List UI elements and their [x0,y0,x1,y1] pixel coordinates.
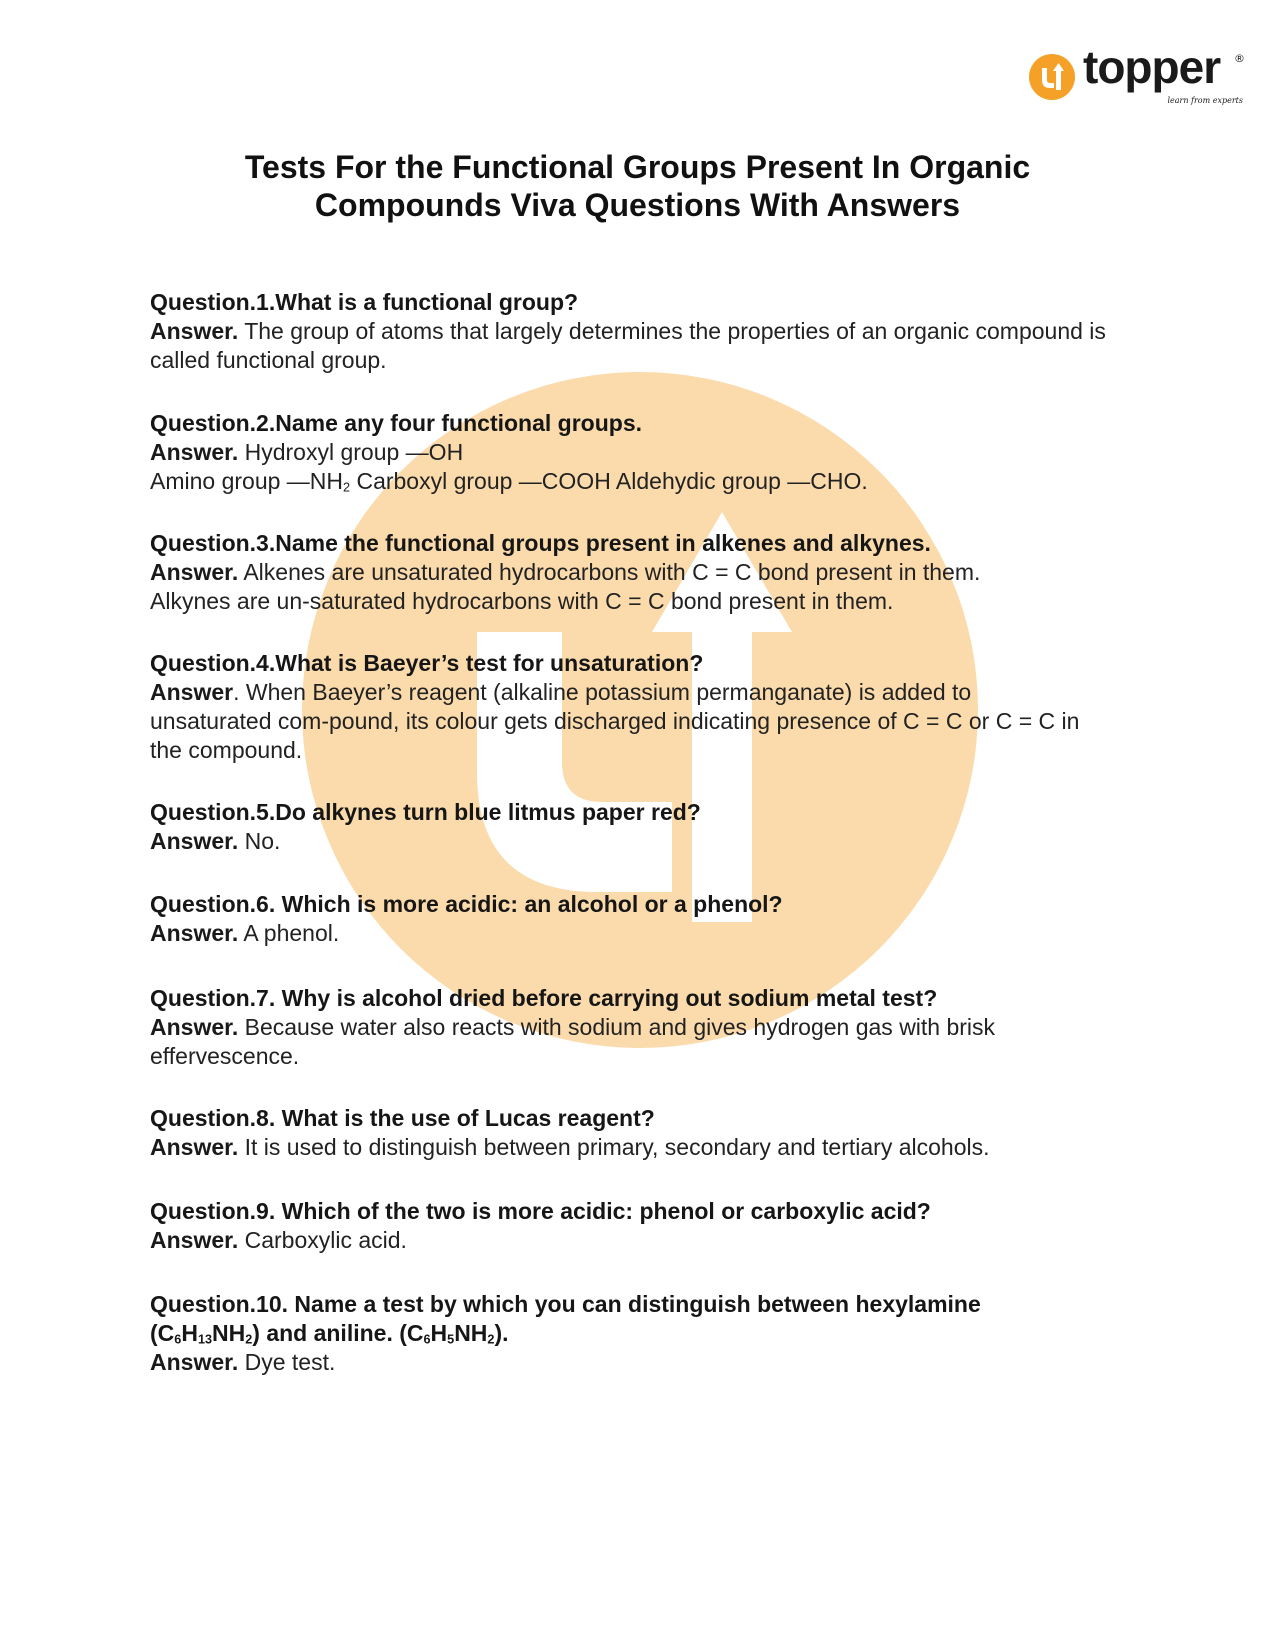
answer-3-line-2: Alkynes are un-saturated hydrocarbons with C = C bond present in them. [150,588,894,614]
answer-3 [150,558,980,587]
question-text: ). [494,1320,509,1346]
answer-label: Answer. [150,920,239,946]
answer-label: Answer [150,679,234,705]
qa-item-2 [150,409,868,496]
answer-6 [150,919,783,948]
question-text: ) and aniline. (C [252,1320,424,1346]
subscript: 2 [487,1332,495,1347]
question-9: Question.9. Which of the two is more acidic: phenol or carboxylic acid? [150,1198,931,1224]
answer-2 [150,438,868,467]
answer-text: Carboxyl group —COOH Aldehydic group —CHO. [350,468,868,494]
title-line-1: Tests For the Functional Groups Present In Organic [244,149,1031,185]
answer-text: Carboxylic acid. [244,1227,407,1253]
brand-name: topper [1083,41,1221,93]
answer-text: No. [244,828,281,854]
answer-label: Answer. [150,1227,239,1253]
subscript: 2 [245,1332,253,1347]
answer-9 [150,1226,931,1255]
question-2: Question.2.Name any four functional groups. [150,410,642,436]
question-text: NH [212,1320,246,1346]
qa-item-5 [150,798,701,856]
question-text: H [430,1320,448,1346]
subscript: 13 [197,1332,212,1347]
question-8: Question.8. What is the use of Lucas reagent? [150,1105,655,1131]
answer-text: Dye test. [244,1349,336,1375]
answer-text: Hydroxyl group —OH [244,439,464,465]
answer-2-line-2 [150,467,868,496]
answer-4 [150,678,1085,765]
question-3: Question.3.Name the functional groups present in alkenes and alkynes. [150,530,931,556]
topper-logo-icon [1029,54,1075,100]
answer-label: Answer. [150,559,239,585]
qa-item-3 [150,529,980,616]
title-line-2: Compounds Viva Questions With Answers [314,187,961,223]
qa-item-1 [150,288,1110,375]
qa-item-9 [150,1197,931,1255]
answer-text: . When Baeyer’s reagent (alkaline potassium permanganate) is added to unsaturated com-pound, its colour gets discharged indicating presence of C = C or C = C in the compound. [150,679,1080,763]
question-6: Question.6. Which is more acidic: an alcohol or a phenol? [150,891,783,917]
answer-8 [150,1133,990,1162]
answer-text: It is used to distinguish between primary, secondary and tertiary alcohols. [244,1134,990,1160]
answer-5 [150,827,701,856]
answer-text: Alkenes are unsaturated hydrocarbons with C = C bond present in them. [243,559,981,585]
qa-item-10 [150,1290,1050,1377]
subscript: 6 [423,1332,431,1347]
answer-text: A phenol. [243,920,340,946]
page-title [150,148,1125,224]
question-5: Question.5.Do alkynes turn blue litmus paper red? [150,799,701,825]
answer-10 [150,1348,1050,1377]
brand-tagline: learn from experts [1167,96,1243,105]
answer-label: Answer. [150,1014,239,1040]
question-1: Question.1.What is a functional group? [150,289,579,315]
registered-mark: ® [1234,52,1245,65]
question-text: H [181,1320,198,1346]
question-text: Question.10. Name a test by which you can distinguish between hexylamine (C [150,1291,981,1346]
answer-text: Amino group —NH [150,468,344,494]
answer-1 [150,317,1110,375]
subscript: 2 [343,480,351,495]
question-4: Question.4.What is Baeyer’s test for unsaturation? [150,650,704,676]
answer-label: Answer. [150,439,239,465]
answer-label: Answer. [150,318,239,344]
qa-item-6 [150,890,783,948]
qa-item-7 [150,984,1050,1071]
question-10 [150,1290,1050,1348]
topper-logo[interactable] [1029,41,1247,112]
subscript: 5 [447,1332,455,1347]
answer-7 [150,1013,1050,1071]
answer-label: Answer. [150,828,239,854]
subscript: 6 [174,1332,182,1347]
qa-item-4 [150,649,1085,765]
answer-label: Answer. [150,1349,239,1375]
question-text: NH [454,1320,488,1346]
qa-item-8 [150,1104,990,1162]
answer-text: Because water also reacts with sodium and gives hydrogen gas with brisk effervescence. [150,1014,996,1069]
answer-text: The group of atoms that largely determines the properties of an organic compound is called functional group. [150,318,1106,373]
question-7: Question.7. Why is alcohol dried before carrying out sodium metal test? [150,985,938,1011]
answer-label: Answer. [150,1134,239,1160]
